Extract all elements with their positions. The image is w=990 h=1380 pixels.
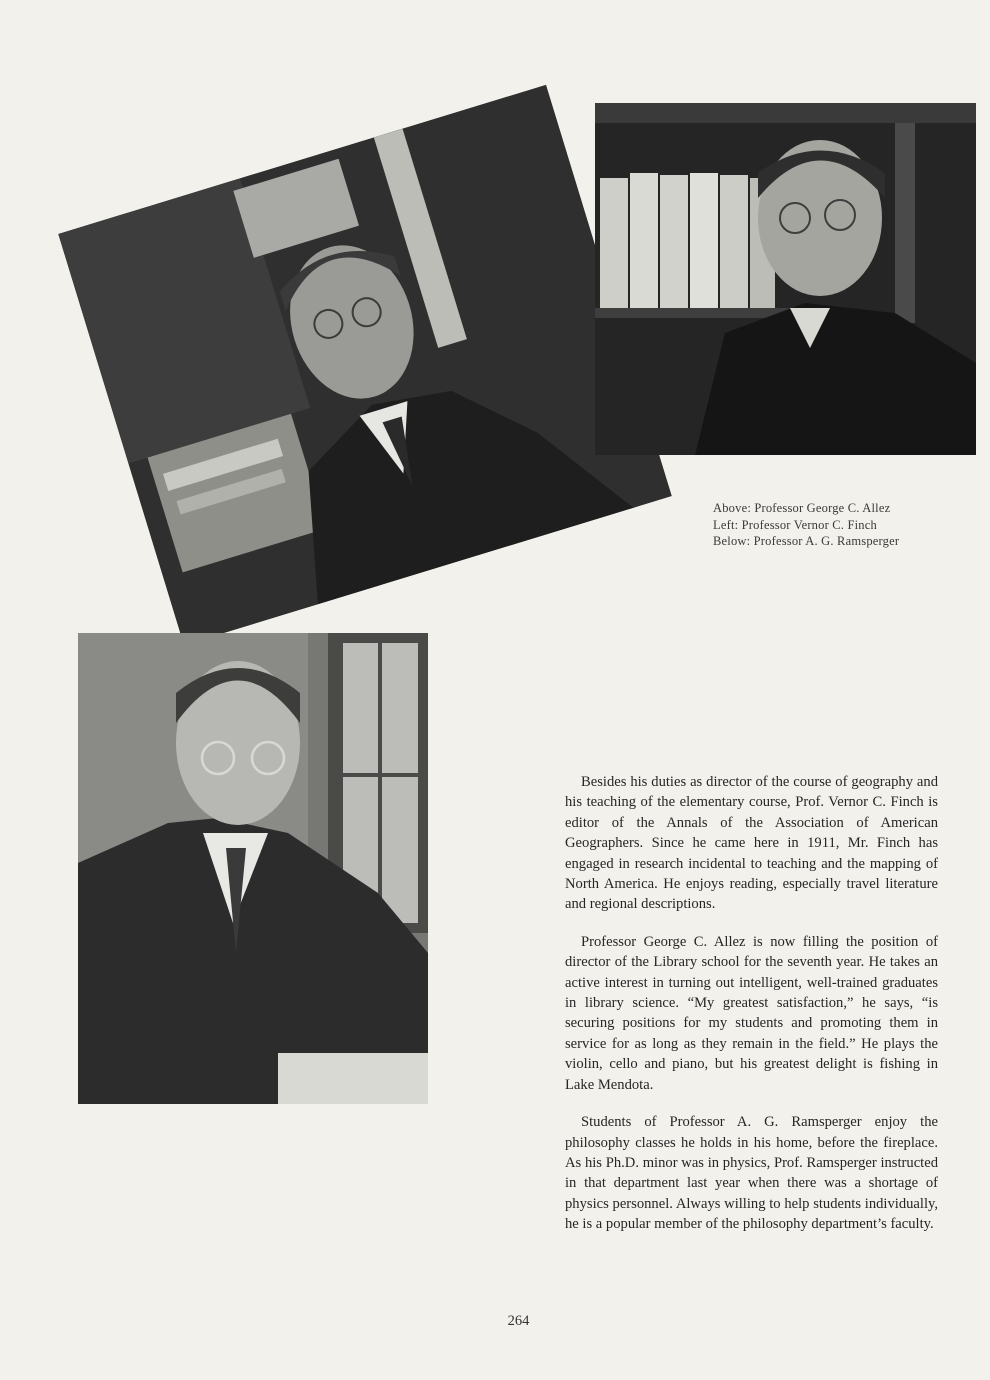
caption-below: Below: Professor A. G. Ramsperger <box>713 534 900 548</box>
caption-above: Above: Professor George C. Allez <box>713 501 891 515</box>
photo-ramsperger <box>78 633 428 1104</box>
paragraph-ramsperger: Students of Professor A. G. Ramsperger enjoy the philosophy classes he holds in his home, before the fireplace. As his Ph.D. minor was in physics, Prof. Ramsperger instructed in that department last year when there was a shortage of physics personnel. Always willing to help students individually, he is a popular member of the philosophy department’s faculty. <box>565 1114 938 1233</box>
article-body <box>565 772 938 1252</box>
photo-finch <box>58 85 671 645</box>
photo-captions <box>713 500 953 550</box>
caption-left: Left: Professor Vernor C. Finch <box>713 517 877 532</box>
page-number: 264 <box>507 1313 530 1329</box>
paragraph-allez: Professor George C. Allez is now filling the position of director of the Library school for the seventh year. He takes an active interest in turning out intelligent, well-trained graduates in library science. “My greatest satisfaction,” he says, “is securing positions for my students and promoting them in service for as long as they remain in the field.” He plays the violin, cello and piano, but his greatest delight is fishing in Lake Mendota. <box>565 933 938 1093</box>
photo-allez <box>595 103 976 455</box>
portrait-ramsperger-image <box>78 633 428 1104</box>
portrait-allez-image <box>595 103 976 455</box>
paragraph-finch: Besides his duties as director of the course of geography and his teaching of the elementary course, Prof. Vernor C. Finch is editor of the Annals of the Association of American Geographers. Since he came here in 1911, Mr. Finch has engaged in research incidental to teaching and the mapping of North America. He enjoys reading, especially travel literature and regional descriptions. <box>565 774 938 913</box>
portrait-finch-image <box>58 85 671 645</box>
